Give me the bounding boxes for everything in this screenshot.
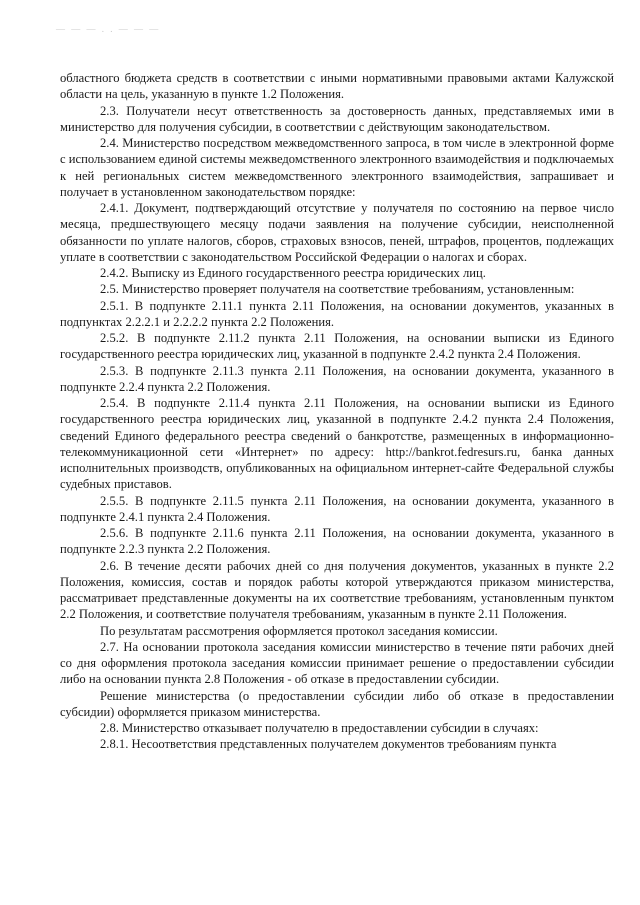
header-mark: — — — . . — — — bbox=[56, 24, 161, 34]
paragraph-2-5-6: 2.5.6. В подпункте 2.11.6 пункта 2.11 Положения, на основании документа, указанного в подпункте 2.2.3 пункта 2.2 Положения. bbox=[60, 526, 614, 557]
paragraph-2-8: 2.8. Министерство отказывает получателю в предоставлении субсидии в случаях: bbox=[100, 721, 539, 735]
paragraph-2-4: 2.4. Министерство посредством межведомственного запроса, в том числе в электронной форме с использованием единой системы межведомственного электронного взаимодействия и подключаемых к ней региональных систем межведомственного электронного взаимодействия, запрашивает и получает в установленном законодательством порядке: bbox=[60, 136, 614, 199]
paragraph-2-6: 2.6. В течение десяти рабочих дней со дня получения документов, указанных в пункте 2.2 Положения, комиссия, состав и порядок работы которой утверждаются приказом министерства, рассматривает представленные документы на их соответствие требованиям, установленным пунктом 2.2 Положения, и соответствие получателя требованиям, указанным в пункте 2.11 Положения. bbox=[60, 558, 614, 622]
paragraph-2-4-2: 2.4.2. Выписку из Единого государственного реестра юридических лиц. bbox=[100, 266, 486, 280]
paragraph-protocol: По результатам рассмотрения оформляется протокол заседания комиссии. bbox=[100, 623, 498, 638]
paragraph-1: областного бюджета средств в соответствии с иными нормативными правовыми актами Калужской области на цель, указанную в пункте 1.2 Положения. bbox=[60, 71, 614, 102]
paragraph-2-3: 2.3. Получатели несут ответственность за достоверность данных, представляемых ими в министерство для получения субсидии, в соответствии с действующим законодательством. bbox=[60, 103, 614, 134]
paragraph-2-5-4: 2.5.4. В подпункте 2.11.4 пункта 2.11 Положения, на основании выписки из Единого государственного реестра юридических лиц, указанной в подпункте 2.4.2 пункта 2.4 Положения, сведений Единого федерального реестра сведений о банкротстве, размещенных в информационно-телекоммуникационной сети «Интернет» по адресу: http://bankrot.fedresurs.ru, банка данных исполнительных производств, опубликованных на официальном интернет-сайте Федеральной службы судебных приставов. bbox=[60, 396, 614, 492]
document-body bbox=[60, 70, 614, 753]
paragraph-2-5-3: 2.5.3. В подпункте 2.11.3 пункта 2.11 Положения, на основании документа, указанного в подпункте 2.2.4 пункта 2.2 Положения. bbox=[60, 363, 614, 394]
paragraph-2-5-5: 2.5.5. В подпункте 2.11.5 пункта 2.11 Положения, на основании документа, указанного в подпункте 2.4.1 пункта 2.4 Положения. bbox=[60, 493, 614, 524]
paragraph-2-8-1: 2.8.1. Несоответствия представленных получателем документов требованиям пункта bbox=[100, 737, 557, 752]
paragraph-2-5-1: 2.5.1. В подпункте 2.11.1 пункта 2.11 Положения, на основании документов, указанных в подпунктах 2.2.2.1 и 2.2.2.2 пункта 2.2 Положения. bbox=[60, 298, 614, 329]
paragraph-2-7: 2.7. На основании протокола заседания комиссии министерство в течение пяти рабочих дней со дня оформления протокола заседания комиссии принимает решение о предоставлении субсидии либо на основании пункта 2.8 Положения - об отказе в предоставлении субсидии. bbox=[60, 639, 614, 687]
paragraph-decision: Решение министерства (о предоставлении субсидии либо об отказе в предоставлении субсидии) оформляется приказом министерства. bbox=[60, 688, 614, 719]
paragraph-2-5: 2.5. Министерство проверяет получателя на соответствие требованиям, установленным: bbox=[100, 282, 575, 297]
paragraph-2-4-1: 2.4.1. Документ, подтверждающий отсутствие у получателя по состоянию на первое число месяца, предшествующего месяцу подачи заявления на получение субсидии, неисполненной обязанности по уплате налогов, сборов, страховых взносов, пеней, штрафов, процентов, подлежащих уплате в соответствии с законодательством Российской Федерации о налогах и сборах. bbox=[60, 201, 614, 264]
paragraph-2-5-2: 2.5.2. В подпункте 2.11.2 пункта 2.11 Положения, на основании выписки из Единого государственного реестра юридических лиц, указанной в подпункте 2.4.2 пункта 2.4 Положения. bbox=[60, 331, 614, 362]
